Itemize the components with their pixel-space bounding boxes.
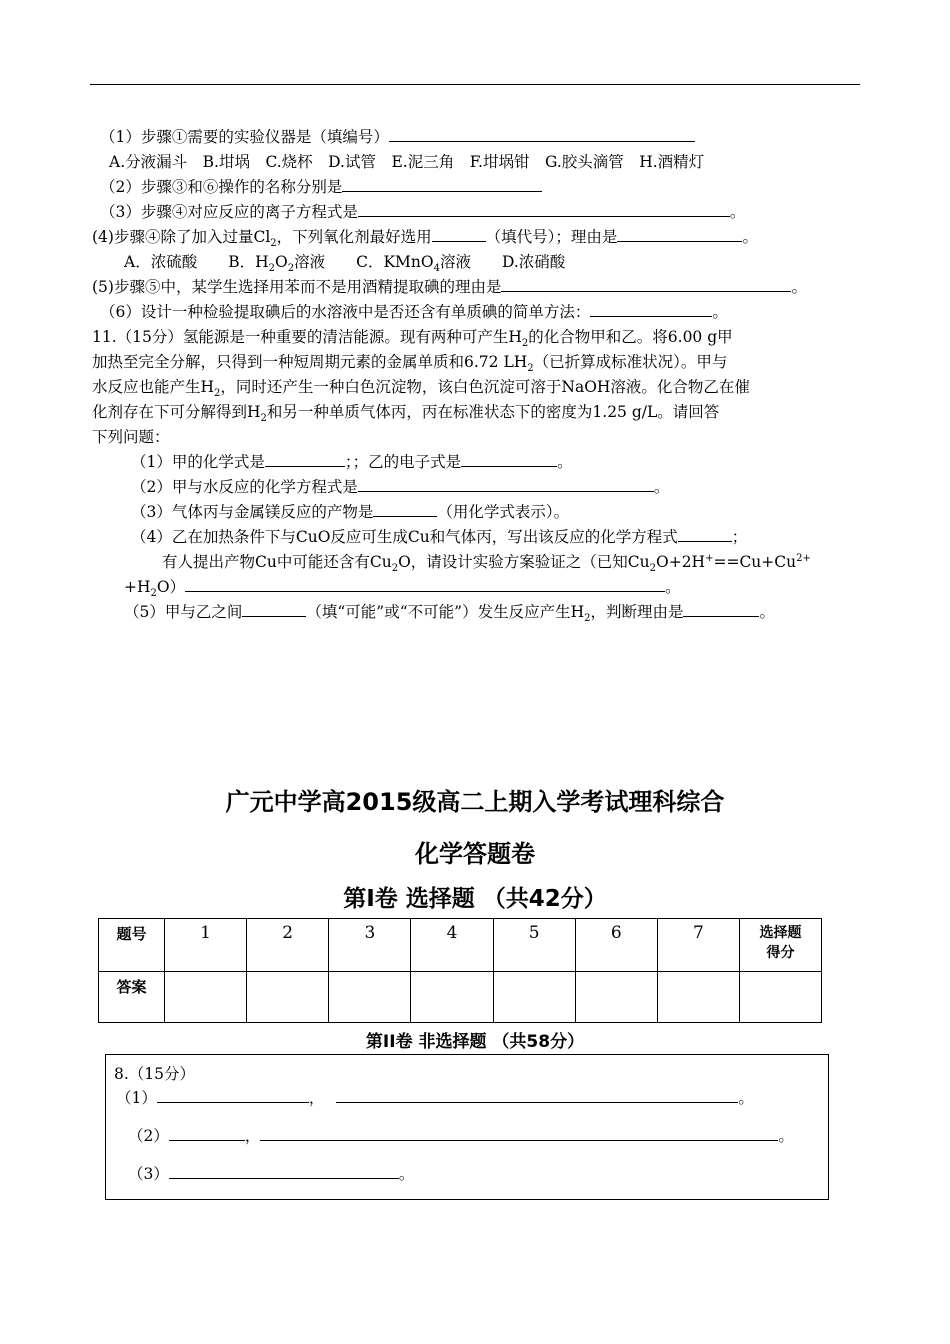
- q10-part5: [92, 276, 807, 298]
- punct: ，: [244, 1127, 261, 1145]
- subscript: 4: [433, 263, 440, 275]
- q8-heading: 8.（15分）: [114, 1065, 196, 1083]
- q11-sub4: [131, 526, 747, 548]
- table-row: [99, 919, 822, 972]
- q11-text: +H: [124, 578, 151, 596]
- punct: 。: [398, 1165, 415, 1183]
- col-number-3: 3: [329, 919, 411, 972]
- q8-line1: [116, 1087, 754, 1109]
- q8-line2: [128, 1125, 794, 1147]
- punct: 。: [729, 203, 746, 221]
- answer-cell-1[interactable]: [165, 972, 247, 1023]
- answer-cell-4[interactable]: [411, 972, 493, 1023]
- answer-cell-6[interactable]: [575, 972, 657, 1023]
- subscript: 2: [260, 413, 267, 425]
- subscript: 2: [391, 563, 399, 575]
- q11-sub1-text-b: ；乙的电子式是: [352, 453, 462, 471]
- punct: 。: [778, 1127, 794, 1145]
- q11-sub4-line3: [124, 576, 681, 598]
- q10-part3: [100, 201, 745, 223]
- q10-part4-text-b: ，下列氧化剂最好选用: [276, 228, 432, 246]
- answer-blank[interactable]: [358, 477, 654, 492]
- q11-sub5-text-c: ，判断理由是: [590, 603, 684, 621]
- q11-sub2: [131, 476, 669, 498]
- col-number-6: 6: [575, 919, 657, 972]
- punct: 。: [665, 578, 681, 596]
- answer-blank[interactable]: [678, 527, 732, 542]
- answer-blank[interactable]: [157, 1088, 309, 1103]
- q11-text: （已折算成标准状况）。甲与: [533, 353, 728, 371]
- q11-sub5-text: （5）甲与乙之间: [124, 603, 243, 621]
- punct: 。: [557, 453, 573, 471]
- col-number-2: 2: [247, 919, 329, 972]
- q11-text: 水反应也能产生H: [92, 378, 215, 396]
- subscript: 2: [584, 613, 591, 625]
- superscript: 2+: [796, 552, 811, 564]
- answer-blank[interactable]: [242, 602, 306, 617]
- q11-line3: [92, 376, 750, 398]
- q11-text: 化剂存在下可分解得到H: [92, 403, 261, 421]
- punct: 。: [738, 1089, 754, 1107]
- answer-blank[interactable]: [432, 227, 486, 242]
- row-label-answer: 答案: [99, 972, 165, 1023]
- q10-part2-text: （2）步骤③和⑥操作的名称分别是: [100, 178, 343, 196]
- answer-blank[interactable]: [185, 577, 665, 592]
- q8-label-1: （1）: [116, 1089, 157, 1107]
- score-label-line2: 得分: [766, 945, 795, 961]
- q11-text: 和另一种单质气体丙，丙在标准状态下的密度为1.25 g/L。请回答: [266, 403, 720, 421]
- q11-line2: [92, 351, 727, 373]
- punct: 。: [791, 278, 807, 296]
- col-number-1: 1: [165, 919, 247, 972]
- subscript: 2: [270, 238, 277, 250]
- sheet-subtitle: 化学答题卷: [415, 840, 535, 868]
- subscript: 2: [527, 363, 534, 375]
- answer-blank[interactable]: [389, 127, 695, 142]
- answer-blank[interactable]: [501, 277, 791, 292]
- answer-cell-2[interactable]: [247, 972, 329, 1023]
- q11-sub3: [131, 501, 569, 523]
- row-label-number: 题号: [99, 919, 165, 972]
- subscript: 2: [287, 263, 295, 275]
- answer-cell-7[interactable]: [657, 972, 739, 1023]
- punct: 。: [759, 603, 775, 621]
- q11-text: 的化合物甲和乙。将6.00 g甲: [528, 328, 733, 346]
- q11-sub5-text-b: （填“可能”或“不可能”）发生反应产生H: [306, 603, 585, 621]
- punct: 。: [653, 478, 670, 496]
- q11-sub3-text: （3）气体丙与金属镁反应的产物是: [131, 503, 374, 521]
- q11-sub5: [124, 601, 775, 623]
- q10-part1: [100, 126, 695, 148]
- answer-blank[interactable]: [617, 227, 742, 242]
- superscript: +: [705, 552, 714, 564]
- answer-blank[interactable]: [590, 302, 712, 317]
- punct: ；: [731, 528, 748, 546]
- answer-blank[interactable]: [260, 1126, 778, 1141]
- q11-text: O，请设计实验方案验证之（已知Cu: [398, 553, 650, 571]
- header-rule: [90, 84, 860, 85]
- answer-blank[interactable]: [265, 452, 345, 467]
- opt-text: A．浓硫酸 B．H: [124, 253, 269, 271]
- table-row: [99, 972, 822, 1023]
- q11-line5: 下列问题：: [92, 428, 170, 446]
- subscript: 2: [268, 263, 275, 275]
- answer-blank[interactable]: [169, 1126, 245, 1141]
- punct: 。: [712, 303, 728, 321]
- subscript: 2: [521, 338, 529, 350]
- q11-sub2-text: （2）甲与水反应的化学方程式是: [131, 478, 358, 496]
- answer-blank[interactable]: [336, 1088, 738, 1103]
- sheet-title: 广元中学高2015级高二上期入学考试理科综合: [225, 788, 725, 816]
- q11-sub4-text: （4）乙在加热条件下与CuO反应可生成Cu和气体丙，写出该反应的化学方程式: [131, 528, 678, 546]
- score-label-line1: 选择题: [759, 925, 802, 941]
- answer-blank[interactable]: [373, 502, 437, 517]
- q11-text: O+2H: [656, 553, 706, 571]
- q8-label-3: （3）: [128, 1165, 169, 1183]
- part1-heading: 第Ⅰ卷 选择题 （共42分）: [343, 886, 607, 912]
- answer-table: [98, 918, 822, 1023]
- punct: ，: [308, 1089, 325, 1107]
- subscript: 2: [214, 388, 221, 400]
- answer-blank[interactable]: [169, 1164, 399, 1179]
- q11-text: 11.（15分）氢能源是一种重要的清洁能源。现有两种可产生H: [92, 328, 522, 346]
- q11-sub4-line2: [162, 551, 811, 573]
- answer-blank[interactable]: [342, 177, 542, 192]
- answer-blank[interactable]: [461, 452, 557, 467]
- q10-options: A.分液漏斗 B.坩埚 C.烧杯 D.试管 E.泥三角 F.坩埚钳 G.胶头滴管 H.酒精灯: [109, 153, 705, 171]
- col-number-5: 5: [493, 919, 575, 972]
- answer-cell-3[interactable]: [329, 972, 411, 1023]
- q11-line1: [92, 326, 733, 348]
- q11-text: ==Cu+Cu: [713, 553, 797, 571]
- col-number-4: 4: [411, 919, 493, 972]
- part2-heading: 第II卷 非选择题 （共58分）: [365, 1032, 585, 1052]
- q10-part6: [100, 301, 728, 323]
- q11-sub1: [131, 451, 573, 473]
- q10-part2: [100, 176, 542, 198]
- answer-blank[interactable]: [358, 202, 730, 217]
- punct: 。: [742, 228, 758, 246]
- score-cell[interactable]: [740, 972, 822, 1023]
- opt-text: O: [274, 253, 288, 271]
- q11-sub1-text: （1）甲的化学式是: [131, 453, 265, 471]
- q10-part3-text: （3）步骤④对应反应的离子方程式是: [100, 203, 358, 221]
- subscript: 2: [150, 588, 157, 600]
- q10-part4: [92, 226, 758, 248]
- subscript: 2: [649, 563, 656, 575]
- q10-part1-text: （1）步骤①需要的实验仪器是（填编号）: [100, 128, 389, 146]
- q8-line3: [128, 1163, 414, 1185]
- q11-sub3-text-b: （用化学式表示）。: [437, 503, 570, 521]
- q11-text: 加热至完全分解，只得到一种短周期元素的金属单质和6.72 LH: [92, 353, 528, 371]
- score-label: [740, 919, 822, 972]
- q10-part4-options: [124, 251, 565, 273]
- col-number-7: 7: [657, 919, 739, 972]
- q8-answer-box: [105, 1054, 829, 1200]
- q10-part5-text: (5)步骤⑤中，某学生选择用苯而不是用酒精提取碘的理由是: [92, 278, 502, 296]
- q10-part4-text-c: （填代号）；理由是: [485, 228, 618, 246]
- q11-text: ，同时还产生一种白色沉淀物，该白色沉淀可溶于NaOH溶液。化合物乙在催: [220, 378, 750, 396]
- punct: ；: [344, 453, 353, 471]
- q8-label-2: （2）: [128, 1127, 169, 1145]
- q11-text: 有人提出产物Cu中可能还含有Cu: [162, 553, 392, 571]
- opt-text: 溶液 C．KMnO: [294, 253, 434, 271]
- q10-part6-text: （6）设计一种检验提取碘后的水溶液中是否还含有单质碘的简单方法：: [100, 303, 591, 321]
- answer-cell-5[interactable]: [493, 972, 575, 1023]
- opt-text: 溶液 D.浓硝酸: [439, 253, 566, 271]
- q11-text: O）: [156, 578, 186, 596]
- answer-blank[interactable]: [683, 602, 759, 617]
- q10-part4-text: (4)步骤④除了加入过量Cl: [92, 228, 271, 246]
- q11-line4: [92, 401, 719, 423]
